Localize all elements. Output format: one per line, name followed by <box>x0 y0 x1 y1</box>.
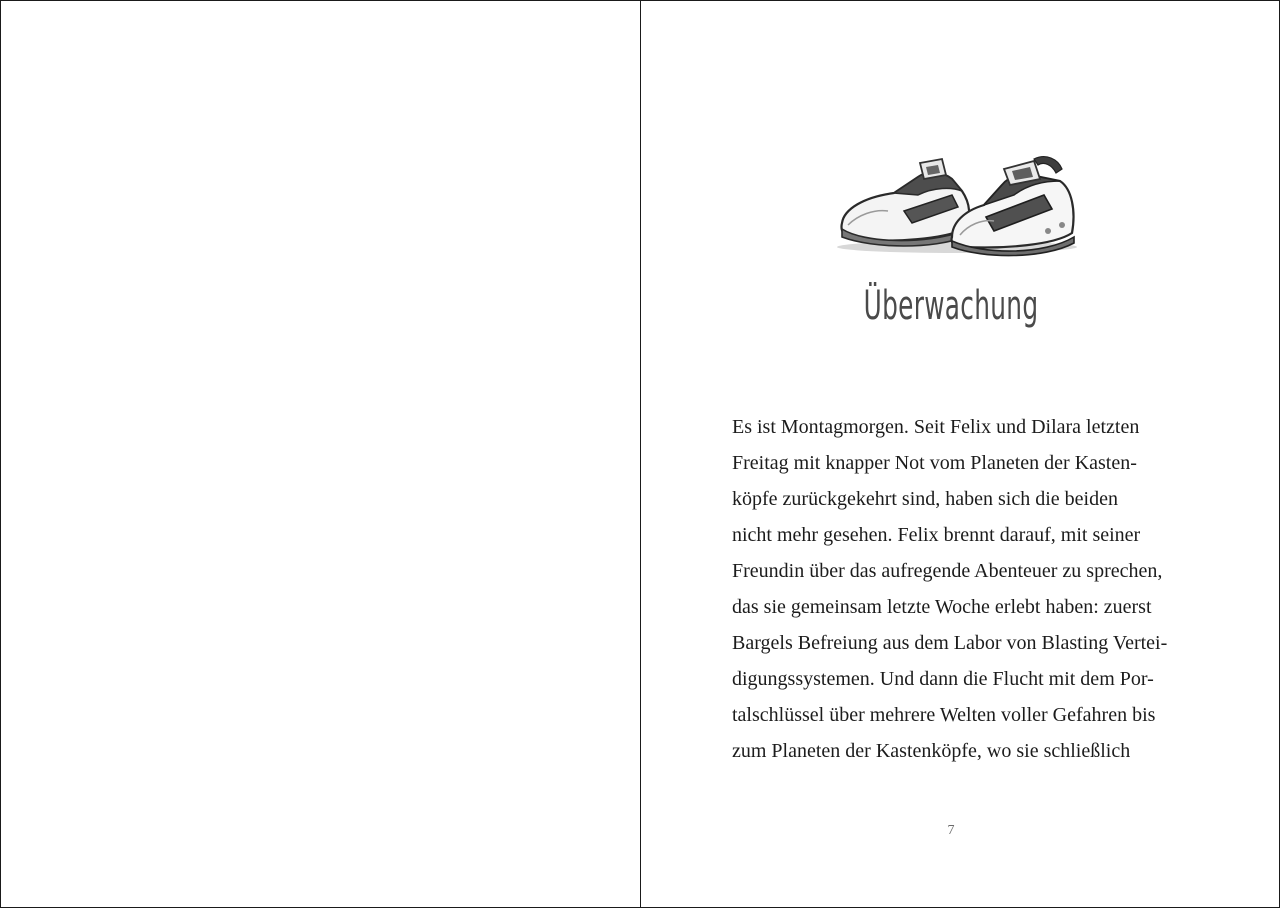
sneakers-illustration-icon <box>834 151 1080 259</box>
body-line: talschlüssel über mehrere Welten voller Gefahren bis <box>732 704 1156 726</box>
body-line: Bargels Befreiung aus dem Labor von Blasting Vertei- <box>732 632 1168 654</box>
body-line: zum Planeten der Kastenköpfe, wo sie schließlich <box>732 740 1131 762</box>
body-line: digungssystemen. Und dann die Flucht mit dem Por- <box>732 668 1154 690</box>
body-line: Es ist Montagmorgen. Seit Felix und Dilara letzten <box>732 416 1140 438</box>
body-line: Freitag mit knapper Not vom Planeten der Kasten- <box>732 452 1137 474</box>
body-line: köpfe zurückgekehrt sind, haben sich die beiden <box>732 488 1118 510</box>
chapter-title: Überwachung <box>863 283 1039 329</box>
chapter-body-text <box>732 409 1202 769</box>
right-page <box>641 1 1279 907</box>
body-line: nicht mehr gesehen. Felix brennt darauf, mit seiner <box>732 524 1141 546</box>
body-line: Freundin über das aufregende Abenteuer zu sprechen, <box>732 560 1163 582</box>
page-number: 7 <box>947 823 955 838</box>
left-page-blank <box>1 1 641 907</box>
body-line: das sie gemeinsam letzte Woche erlebt haben: zuerst <box>732 596 1152 618</box>
